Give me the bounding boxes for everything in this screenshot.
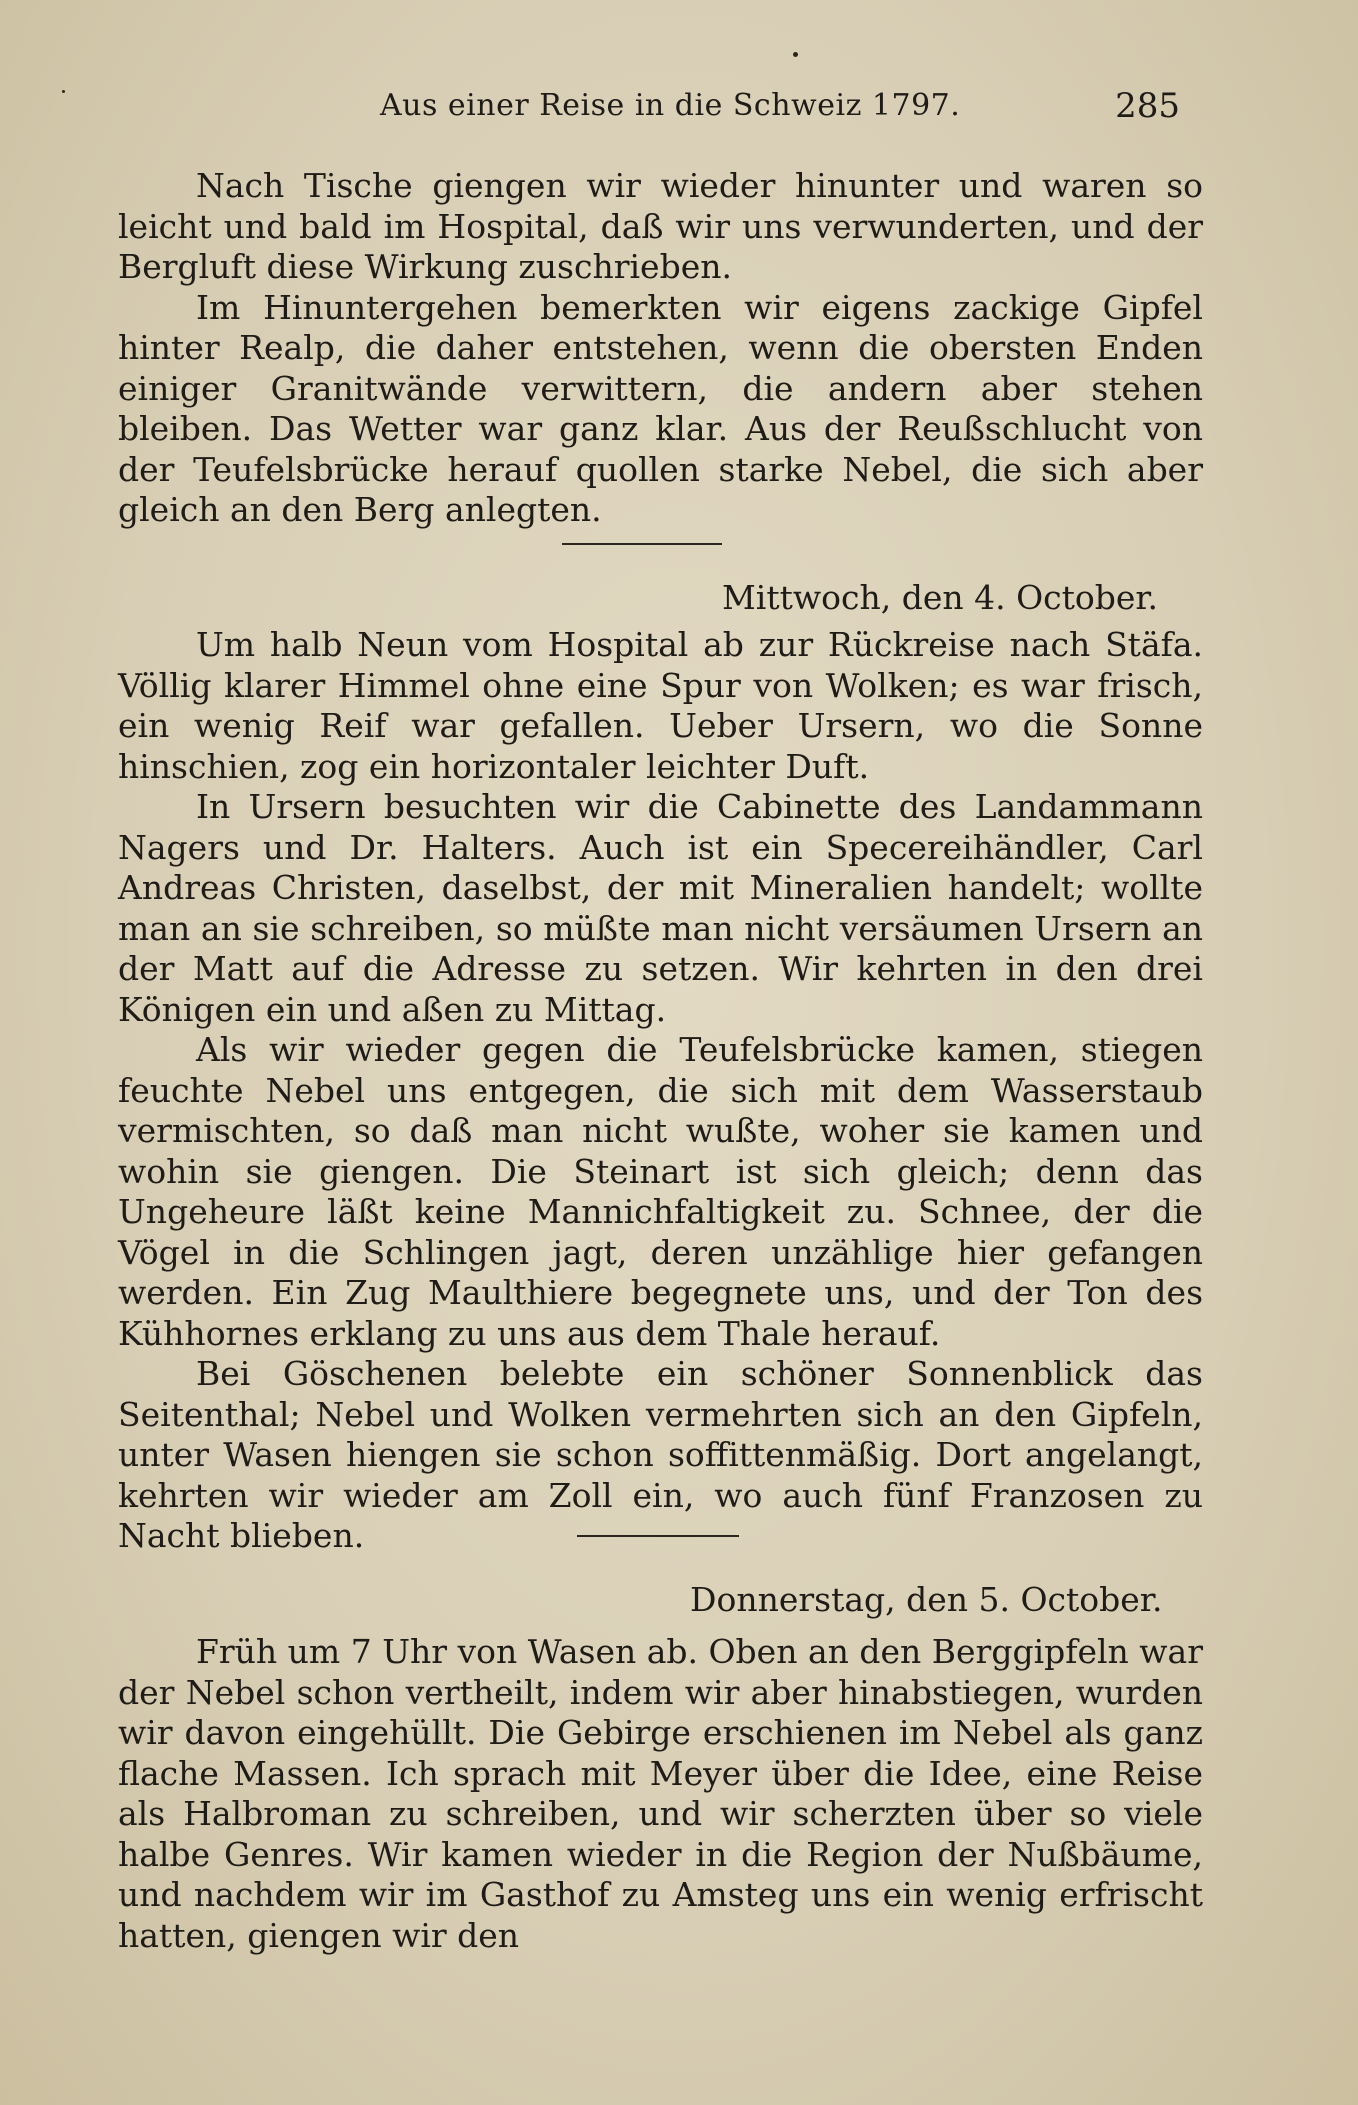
- dateline-wednesday: Mittwoch, den 4. October.: [722, 578, 1159, 617]
- section-divider: [577, 1535, 739, 1537]
- paragraph: Bei Göschenen belebte ein schöner Sonnenblick das Seitenthal; Nebel und Wolken vermehrten sich an den Gipfeln, unter Wasen hiengen sie schon soffittenmäßig. Dort angelangt, kehrten wir wieder am Zoll ein, wo auch fünf Franzosen zu Nacht blieben.: [118, 1354, 1203, 1555]
- paragraph: Im Hinuntergehen bemerkten wir eigens zackige Gipfel hinter Realp, die daher entstehen, wenn die obersten Enden einiger Granitwände verwittern, die andern aber stehen bleiben. Das Wetter war ganz klar. Aus der Reußschlucht von der Teufelsbrücke herauf quollen starke Nebel, die sich aber gleich an den Berg anlegten.: [118, 287, 1203, 529]
- section-3-text: [118, 1632, 1203, 1956]
- page-header: [380, 88, 1180, 132]
- running-title: Aus einer Reise in die Schweiz 1797.: [380, 88, 961, 123]
- page-number: 285: [1115, 86, 1180, 126]
- section-1-text: [118, 166, 1203, 531]
- paragraph: Früh um 7 Uhr von Wasen ab. Oben an den Berggipfeln war der Nebel schon vertheilt, indem wir aber hinabstiegen, wurden wir davon eingehüllt. Die Gebirge erschienen im Nebel als ganz flache Massen. Ich sprach mit Meyer über die Idee, eine Reise als Halbroman zu schreiben, und wir scherzten über so viele halbe Genres. Wir kamen wieder in die Region der Nußbäume, und nachdem wir im Gasthof zu Amsteg uns ein wenig erfrischt hatten, giengen wir den: [118, 1632, 1203, 1955]
- ink-speck: [62, 90, 65, 93]
- paragraph: In Ursern besuchten wir die Cabinette des Landammann Nagers und Dr. Halters. Auch ist ein Specereihändler, Carl Andreas Christen, daselbst, der mit Mineralien handelt; wollte man an sie schreiben, so müßte man nicht versäumen Ursern an der Matt auf die Adresse zu setzen. Wir kehrten in den drei Königen ein und aßen zu Mittag.: [118, 787, 1203, 1029]
- paragraph: Als wir wieder gegen die Teufelsbrücke kamen, stiegen feuchte Nebel uns entgegen, die sich mit dem Wasserstaub vermischten, so daß man nicht wußte, woher sie kamen und wohin sie giengen. Die Steinart ist sich gleich; denn das Ungeheure läßt keine Mannichfaltigkeit zu. Schnee, der die Vögel in die Schlingen jagt, deren unzählige hier gefangen werden. Ein Zug Maulthiere begegnete uns, und der Ton des Kühhornes erklang zu uns aus dem Thale herauf.: [118, 1030, 1203, 1353]
- section-2-text: [118, 625, 1203, 1557]
- ink-speck: [793, 52, 798, 57]
- paragraph: Um halb Neun vom Hospital ab zur Rückreise nach Stäfa. Völlig klarer Himmel ohne eine Spur von Wolken; es war frisch, ein wenig Reif war gefallen. Ueber Ursern, wo die Sonne hinschien, zog ein horizontaler leichter Duft.: [118, 625, 1203, 786]
- dateline-thursday: Donnerstag, den 5. October.: [690, 1580, 1163, 1619]
- section-divider: [562, 543, 722, 545]
- paragraph: Nach Tische giengen wir wieder hinunter und waren so leicht und bald im Hospital, daß wir uns verwunderten, und der Bergluft diese Wirkung zuschrieben.: [118, 166, 1203, 286]
